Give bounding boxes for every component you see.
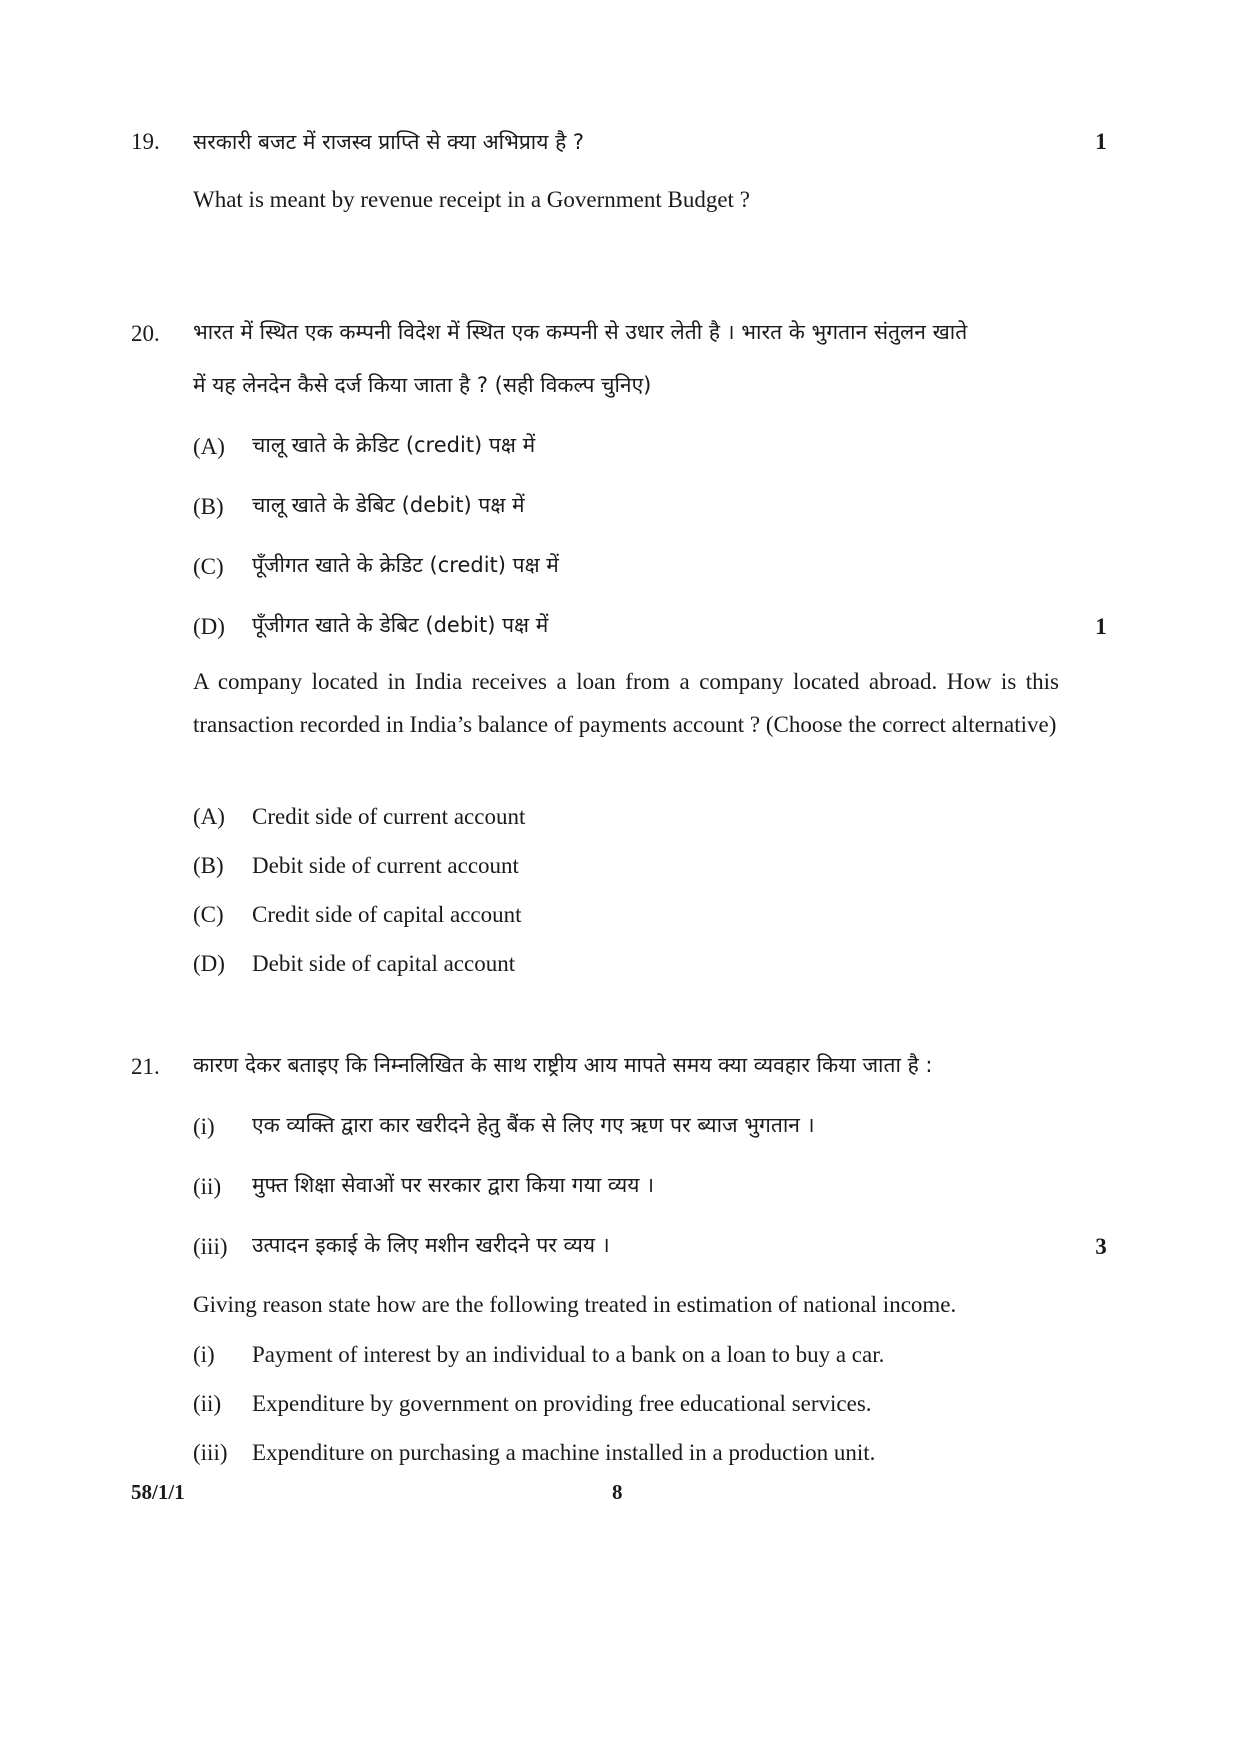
q21-hindi-item-label: (ii) bbox=[193, 1174, 222, 1199]
q21-english-item-text: Payment of interest by an individual to a bank on a loan to buy a car. bbox=[252, 1342, 885, 1367]
q20-english-text: A company located in India receives a loan from a company located abroad. How is this transaction recorded in India’s balance of payments account ? (Choose the correct alternative) bbox=[193, 669, 1059, 737]
q21-hindi-item-text: मुफ्त शिक्षा सेवाओं पर सरकार द्वारा किया गया व्यय । bbox=[252, 1173, 655, 1197]
q20-hindi-option-label: (C) bbox=[193, 554, 224, 579]
q19-number: 19. bbox=[131, 129, 160, 154]
q20-hindi-option-text: चालू खाते के डेबिट (debit) पक्ष में bbox=[252, 493, 525, 517]
q21-english-item-text: Expenditure by government on providing free educational services. bbox=[252, 1391, 872, 1416]
q21-english-text: Giving reason state how are the following treated in estimation of national income. bbox=[193, 1292, 957, 1317]
q20-hindi-option-label: (A) bbox=[193, 434, 225, 459]
q20-hindi-option-label: (D) bbox=[193, 614, 225, 639]
q21-english-item-label: (iii) bbox=[193, 1440, 228, 1465]
q20-hindi-option-text: पूँजीगत खाते के क्रेडिट (credit) पक्ष में bbox=[252, 553, 559, 577]
q21-hindi-text: कारण देकर बताइए कि निम्नलिखित के साथ राष्ट्रीय आय मापते समय क्या व्यवहार किया जाता है : bbox=[193, 1053, 933, 1077]
q20-english-option-label: (B) bbox=[193, 853, 224, 878]
q20-english-option-text: Credit side of capital account bbox=[252, 902, 522, 927]
q21-english-item-label: (ii) bbox=[193, 1391, 222, 1416]
q21-marks: 3 bbox=[1095, 1234, 1107, 1259]
q20-english-option-label: (D) bbox=[193, 951, 225, 976]
q20-english-option-text: Debit side of capital account bbox=[252, 951, 516, 976]
q20-hindi-option-text: चालू खाते के क्रेडिट (credit) पक्ष में bbox=[252, 433, 536, 457]
q20-english-option-text: Debit side of current account bbox=[252, 853, 519, 878]
q20-hindi-line2: में यह लेनदेन कैसे दर्ज किया जाता है ? (सही विकल्प चुनिए) bbox=[193, 373, 652, 397]
q19-english-text: What is meant by revenue receipt in a Government Budget ? bbox=[193, 187, 750, 212]
q20-number: 20. bbox=[131, 321, 160, 346]
footer-page-number: 8 bbox=[612, 1480, 623, 1504]
q20-english-option-text: Credit side of current account bbox=[252, 804, 526, 829]
q20-marks: 1 bbox=[1095, 614, 1107, 639]
q19-hindi-text: सरकारी बजट में राजस्व प्राप्ति से क्या अभिप्राय है ? bbox=[193, 130, 585, 154]
q21-number: 21. bbox=[131, 1054, 160, 1079]
q20-hindi-line1: भारत में स्थित एक कम्पनी विदेश में स्थित एक कम्पनी से उधार लेती है । भारत के भुगतान संतुलन खाते bbox=[193, 320, 968, 344]
footer-paper-code: 58/1/1 bbox=[131, 1480, 185, 1504]
q20-english-option-label: (A) bbox=[193, 804, 225, 829]
q21-hindi-item-text: उत्पादन इकाई के लिए मशीन खरीदने पर व्यय । bbox=[252, 1233, 610, 1257]
q21-english-item-label: (i) bbox=[193, 1342, 215, 1367]
q20-hindi-option-label: (B) bbox=[193, 494, 224, 519]
q21-hindi-item-label: (i) bbox=[193, 1114, 215, 1139]
q21-hindi-item-text: एक व्यक्ति द्वारा कार खरीदने हेतु बैंक से लिए गए ऋण पर ब्याज भुगतान । bbox=[252, 1113, 815, 1137]
q21-english-item-text: Expenditure on purchasing a machine installed in a production unit. bbox=[252, 1440, 876, 1465]
q21-hindi-item-label: (iii) bbox=[193, 1234, 228, 1259]
q20-english-option-label: (C) bbox=[193, 902, 224, 927]
q19-marks: 1 bbox=[1095, 129, 1107, 154]
q20-hindi-option-text: पूँजीगत खाते के डेबिट (debit) पक्ष में bbox=[252, 613, 549, 637]
